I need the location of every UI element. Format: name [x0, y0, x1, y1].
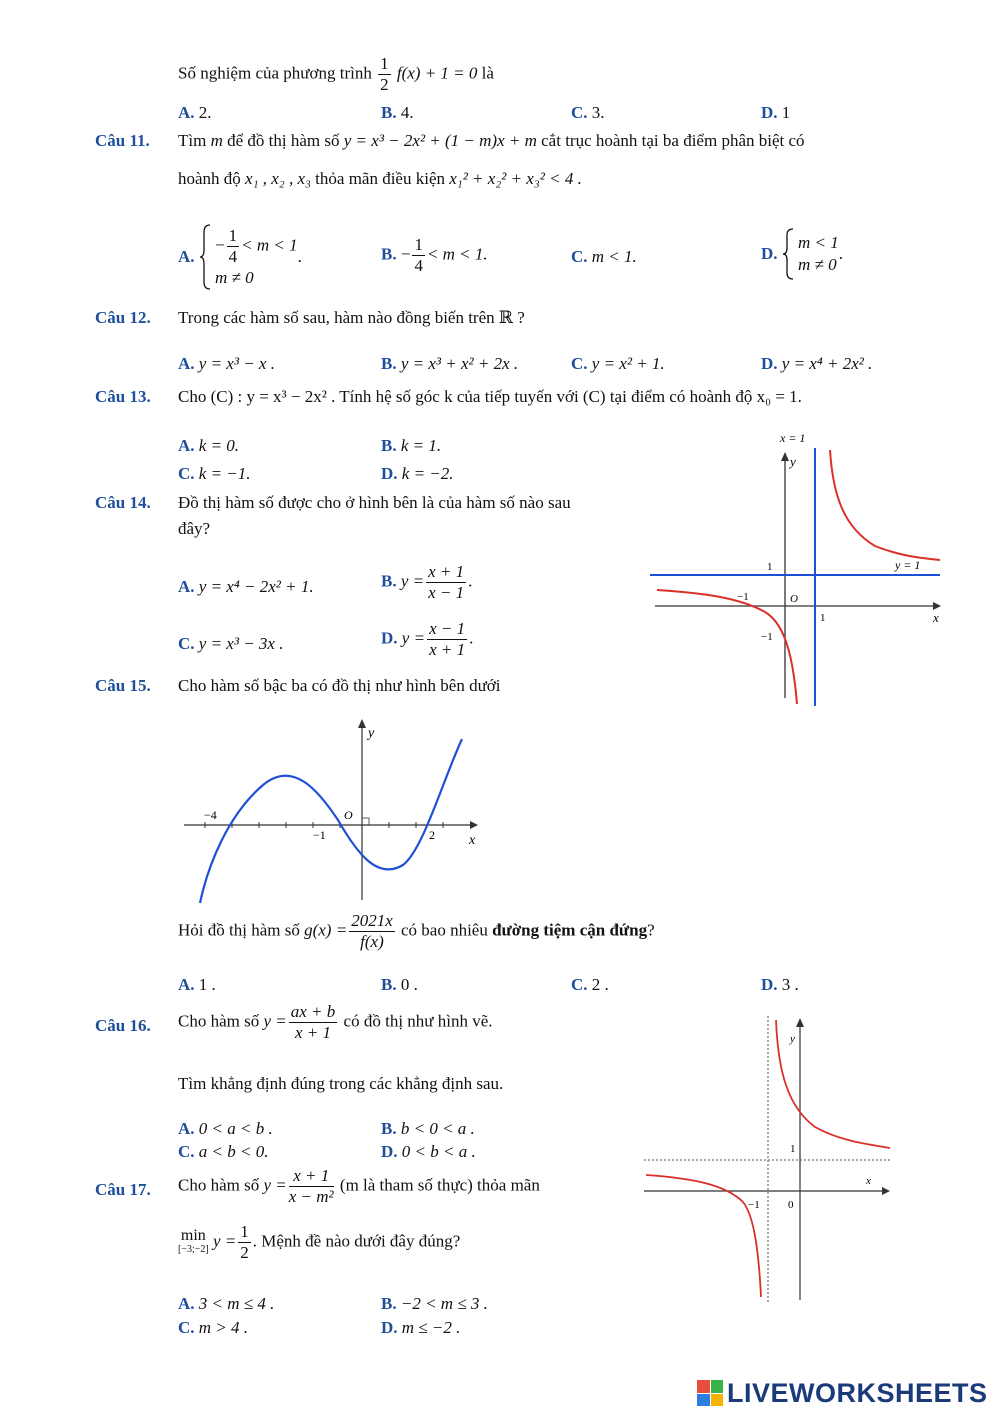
- frac-num: x + 1: [428, 562, 465, 581]
- q16-option-c[interactable]: [178, 1142, 268, 1162]
- option-value: 0 .: [400, 975, 418, 994]
- brace-icon: [199, 224, 211, 290]
- option-label: C.: [178, 634, 195, 653]
- label-y-axis: y: [368, 726, 375, 741]
- q15-option-d[interactable]: [761, 975, 799, 995]
- q17-option-d[interactable]: [381, 1318, 460, 1338]
- option-label: D.: [761, 103, 778, 122]
- q11-option-b[interactable]: [381, 235, 488, 276]
- text: (m là tham số thực) thỏa mãn: [339, 1175, 540, 1195]
- q11-line2: [178, 169, 582, 189]
- frac-den: 4: [414, 256, 423, 275]
- condition-1: [215, 226, 298, 267]
- tick-x-2: 2: [429, 828, 435, 842]
- option-label: D.: [381, 464, 398, 483]
- minus-sign: −: [215, 234, 225, 254]
- q13-stem: Cho (C) : y = x³ − 2x² . Tính hệ số góc k của tiếp tuyến với (C) tại điểm có hoành độ x₀ = 1.: [178, 387, 802, 406]
- q14-option-c[interactable]: [178, 634, 283, 654]
- minus-sign: −: [400, 244, 411, 264]
- option-value: 0 < a < b .: [198, 1119, 273, 1138]
- tick-x-minus4: −4: [204, 808, 217, 822]
- q14-stem-line1: Đồ thị hàm số được cho ở hình bên là của hàm số nào sau: [178, 493, 571, 512]
- option-label: A.: [178, 436, 195, 455]
- liveworksheets-logo: [697, 1378, 988, 1408]
- option-value: 3.: [591, 103, 605, 122]
- q16-graph: [640, 1012, 895, 1304]
- frac-den: x + 1: [295, 1023, 332, 1042]
- option-value: 4.: [400, 103, 414, 122]
- option-label: D.: [761, 354, 778, 373]
- text: . Mệnh đề nào dưới đây đúng?: [252, 1231, 461, 1251]
- option-value: −2 < m ≤ 3 .: [400, 1294, 488, 1313]
- q14-option-a[interactable]: [178, 577, 314, 597]
- label-y-axis: y: [790, 1033, 795, 1045]
- q13-option-a[interactable]: [178, 436, 239, 456]
- option-value: 0 < b < a .: [401, 1142, 476, 1161]
- period: .: [297, 247, 302, 266]
- text: có bao nhiêu: [400, 920, 488, 940]
- brand-name: LIVEWORKSHEETS: [727, 1377, 988, 1408]
- label-x-eq-1: x = 1: [780, 431, 806, 445]
- condition-text: < m < 1.: [426, 244, 488, 264]
- q14-stem-line2: đây?: [178, 519, 211, 538]
- q11-condition: x₁² + x₂² + x₃² < 4 .: [449, 169, 582, 188]
- q15-graph: [178, 715, 488, 905]
- option-label: B.: [381, 1294, 397, 1313]
- q13-option-c[interactable]: [178, 464, 251, 484]
- tick-y-1: 1: [790, 1143, 796, 1155]
- fraction: [289, 1166, 334, 1207]
- func-prefix: y =: [400, 571, 425, 591]
- option-value: m < 1.: [591, 247, 637, 266]
- frac-den: 4: [228, 246, 238, 266]
- q13-number: Câu 13.: [95, 387, 151, 406]
- label-origin: 0: [788, 1199, 794, 1211]
- y-arrow-icon: [358, 719, 366, 728]
- q17-min-condition: [178, 1222, 460, 1263]
- tick-y-1: 1: [767, 561, 773, 573]
- q10-option-c[interactable]: [571, 103, 605, 123]
- frac-den: f(x): [360, 932, 384, 951]
- q15-option-b[interactable]: [381, 975, 418, 995]
- frac-den: 2: [240, 1243, 249, 1262]
- text: có đồ thị như hình vẽ.: [343, 1011, 493, 1031]
- option-value: y = x³ + x² + 2x .: [400, 354, 519, 373]
- logo-icon: [697, 1380, 723, 1406]
- option-label: C.: [571, 354, 588, 373]
- tick-x-minus1: −1: [748, 1199, 760, 1211]
- q17-stem: [178, 1166, 540, 1207]
- q12-stem: Trong các hàm số sau, hàm nào đồng biến trên ℝ ?: [178, 308, 525, 327]
- q12-option-c[interactable]: [571, 354, 665, 374]
- option-label: D.: [381, 1318, 398, 1337]
- period: .: [838, 244, 844, 263]
- frac-num: 1: [380, 54, 389, 73]
- option-value: 3 < m ≤ 4 .: [198, 1294, 275, 1313]
- option-label: C.: [178, 464, 195, 483]
- period: .: [468, 571, 473, 591]
- q11-option-c[interactable]: [571, 247, 637, 267]
- q14-number: Câu 14.: [95, 493, 151, 512]
- label-origin: O: [790, 593, 798, 605]
- option-label: C.: [178, 1318, 195, 1337]
- label-x-axis: x: [866, 1175, 871, 1187]
- tick-x-1: 1: [820, 612, 826, 624]
- condition-text: < m < 1: [241, 234, 298, 254]
- frac-den: 2: [380, 75, 389, 94]
- min-interval: [−3;−2]: [178, 1243, 209, 1255]
- frac-den: x − m²: [288, 1187, 334, 1206]
- text: Hỏi đồ thị hàm số: [178, 920, 300, 940]
- option-label: A.: [178, 1119, 195, 1138]
- tick-x-minus1: −1: [313, 828, 326, 842]
- q10-option-a[interactable]: [178, 103, 212, 123]
- condition-2: m ≠ 0: [798, 255, 837, 274]
- condition-1: m < 1: [798, 233, 839, 252]
- question-mark: ?: [647, 920, 655, 940]
- text: cắt trục hoành tại ba điểm phân biệt có: [541, 131, 805, 150]
- q14-option-b[interactable]: [381, 562, 472, 603]
- bold-text: đường tiệm cận đứng: [492, 920, 648, 940]
- curve-right-branch: [830, 450, 940, 560]
- q16-number: Câu 16.: [95, 1016, 151, 1035]
- tick-y-minus1: −1: [761, 631, 773, 643]
- option-label: C.: [571, 103, 588, 122]
- option-value: k = 0.: [198, 436, 240, 455]
- option-value: k = 1.: [400, 436, 442, 455]
- q16-stem: [178, 1002, 493, 1043]
- option-label: B.: [381, 354, 397, 373]
- option-label: D.: [761, 244, 778, 263]
- option-value: m > 4 .: [198, 1318, 249, 1337]
- x-arrow-icon: [933, 602, 941, 610]
- q12-option-b[interactable]: [381, 354, 518, 374]
- frac-den: x + 1: [429, 640, 466, 659]
- min-operator: [178, 1226, 209, 1257]
- option-label: D.: [761, 975, 778, 994]
- option-label: B.: [381, 103, 397, 122]
- option-label: C.: [571, 247, 588, 266]
- option-label: A.: [178, 247, 195, 266]
- fraction: [238, 1222, 251, 1263]
- option-value: k = −1.: [198, 464, 251, 483]
- q11-option-d[interactable]: [761, 228, 843, 280]
- frac-num: 1: [228, 225, 238, 245]
- q12-number: Câu 12.: [95, 308, 151, 327]
- option-label: D.: [381, 628, 398, 648]
- q13-option-b[interactable]: [381, 436, 441, 456]
- option-label: D.: [381, 1142, 398, 1161]
- q10-text-end: là: [481, 63, 494, 83]
- q10-fraction: [378, 54, 391, 95]
- q16-option-b[interactable]: [381, 1119, 475, 1139]
- option-label: A.: [178, 975, 195, 994]
- option-label: B.: [381, 244, 397, 264]
- condition-2: m ≠ 0: [215, 267, 254, 287]
- fraction: [289, 1002, 338, 1043]
- fraction: [427, 619, 467, 660]
- func-prefix: y =: [401, 628, 426, 648]
- text: để đồ thị hàm số: [227, 131, 340, 150]
- y-arrow-icon: [796, 1018, 804, 1027]
- q11-option-a[interactable]: [178, 224, 302, 290]
- q14-option-d[interactable]: [381, 619, 473, 660]
- label-x-axis: x: [469, 833, 476, 848]
- y-equals: y =: [212, 1231, 237, 1251]
- y-arrow-icon: [781, 452, 789, 461]
- q16-instruction: Tìm khẳng định đúng trong các khẳng định sau.: [178, 1074, 504, 1093]
- fraction: [412, 235, 425, 276]
- x-arrow-icon: [470, 821, 478, 829]
- option-value: m ≤ −2 .: [401, 1318, 461, 1337]
- fraction: [426, 562, 466, 603]
- q11-function: y = x³ − 2x² + (1 − m)x + m: [343, 131, 537, 150]
- option-value: k = −2.: [401, 464, 454, 483]
- frac-num: 1: [414, 235, 423, 254]
- tick-x-minus1: −1: [737, 591, 749, 603]
- label-y-eq-1: y = 1: [895, 558, 921, 572]
- brace-icon: [782, 228, 794, 280]
- frac-den: x − 1: [428, 583, 465, 602]
- frac-num: x + 1: [289, 1166, 334, 1187]
- option-label: A.: [178, 354, 195, 373]
- var-m: m: [210, 131, 223, 150]
- fraction: [227, 226, 240, 267]
- q11-number: Câu 11.: [95, 131, 150, 150]
- q11-line1: [178, 131, 805, 151]
- q17-option-b[interactable]: [381, 1294, 488, 1314]
- roots: x₁ , x₂ , x₃: [245, 169, 311, 188]
- label-origin: O: [344, 808, 353, 822]
- curve-left-branch: [657, 590, 797, 704]
- option-value: 2 .: [591, 975, 609, 994]
- option-label: B.: [381, 571, 397, 591]
- cubic-curve: [200, 739, 462, 903]
- q15-stem: Cho hàm số bậc ba có đồ thị như hình bên dưới: [178, 676, 501, 695]
- option-label: A.: [178, 103, 195, 122]
- option-value: 3 .: [781, 975, 799, 994]
- option-value: 1 .: [198, 975, 216, 994]
- q13-option-d[interactable]: [381, 464, 454, 484]
- option-label: C.: [178, 1142, 195, 1161]
- curve-left-branch: [646, 1175, 761, 1297]
- q10-option-d[interactable]: [761, 103, 790, 123]
- q17-option-c[interactable]: [178, 1318, 248, 1338]
- q15-question: [178, 911, 655, 952]
- option-value: y = x³ − 3x .: [198, 634, 284, 653]
- q14-graph: [645, 428, 950, 713]
- text: Cho hàm số: [178, 1175, 260, 1195]
- option-label: C.: [571, 975, 588, 994]
- option-label: A.: [178, 1294, 195, 1313]
- func-prefix: y =: [263, 1011, 287, 1031]
- q15-number: Câu 15.: [95, 676, 151, 695]
- q10-option-b[interactable]: [381, 103, 414, 123]
- option-value: y = x⁴ + 2x² .: [781, 354, 873, 373]
- q16-option-d[interactable]: [381, 1142, 476, 1162]
- text: Tìm: [178, 131, 207, 150]
- label-x-axis: x: [933, 610, 939, 625]
- text: hoành độ: [178, 169, 241, 188]
- option-label: B.: [381, 436, 397, 455]
- frac-num: x − 1: [429, 619, 466, 638]
- option-label: B.: [381, 1119, 397, 1138]
- option-value: 1: [781, 103, 791, 122]
- q17-option-a[interactable]: [178, 1294, 274, 1314]
- x-arrow-icon: [882, 1187, 890, 1195]
- option-label: A.: [178, 577, 195, 596]
- frac-num: ax + b: [290, 1002, 336, 1021]
- func-prefix: y =: [263, 1175, 287, 1195]
- q17-number: Câu 17.: [95, 1180, 151, 1199]
- text: Cho hàm số: [178, 1011, 260, 1031]
- q10-text: Số nghiệm của phương trình: [178, 63, 372, 83]
- option-value: y = x³ − x .: [198, 354, 275, 373]
- q16-option-a[interactable]: [178, 1119, 273, 1139]
- min-word: min: [180, 1226, 206, 1244]
- option-value: a < b < 0.: [198, 1142, 269, 1161]
- label-y-axis: y: [790, 454, 796, 469]
- q10-stem: [178, 54, 494, 95]
- option-label: B.: [381, 975, 397, 994]
- frac-num: 2021x: [351, 911, 393, 930]
- text: thỏa mãn điều kiện: [315, 169, 445, 188]
- fraction: [349, 911, 395, 952]
- q10-equation: f(x) + 1 = 0: [396, 63, 478, 83]
- system-of-conditions: [215, 226, 298, 289]
- option-value: b < 0 < a .: [400, 1119, 475, 1138]
- period: .: [469, 628, 474, 648]
- option-value: y = x⁴ − 2x² + 1.: [198, 577, 314, 596]
- system-of-conditions: [798, 232, 839, 276]
- right-angle-mark: [362, 818, 369, 825]
- g-of-x: g(x) =: [304, 920, 348, 940]
- q15-option-c[interactable]: [571, 975, 609, 995]
- q15-option-a[interactable]: [178, 975, 216, 995]
- frac-num: 1: [240, 1222, 249, 1241]
- q12-option-d[interactable]: [761, 354, 872, 374]
- q12-option-a[interactable]: [178, 354, 275, 374]
- option-value: 2.: [198, 103, 212, 122]
- option-value: y = x² + 1.: [591, 354, 665, 373]
